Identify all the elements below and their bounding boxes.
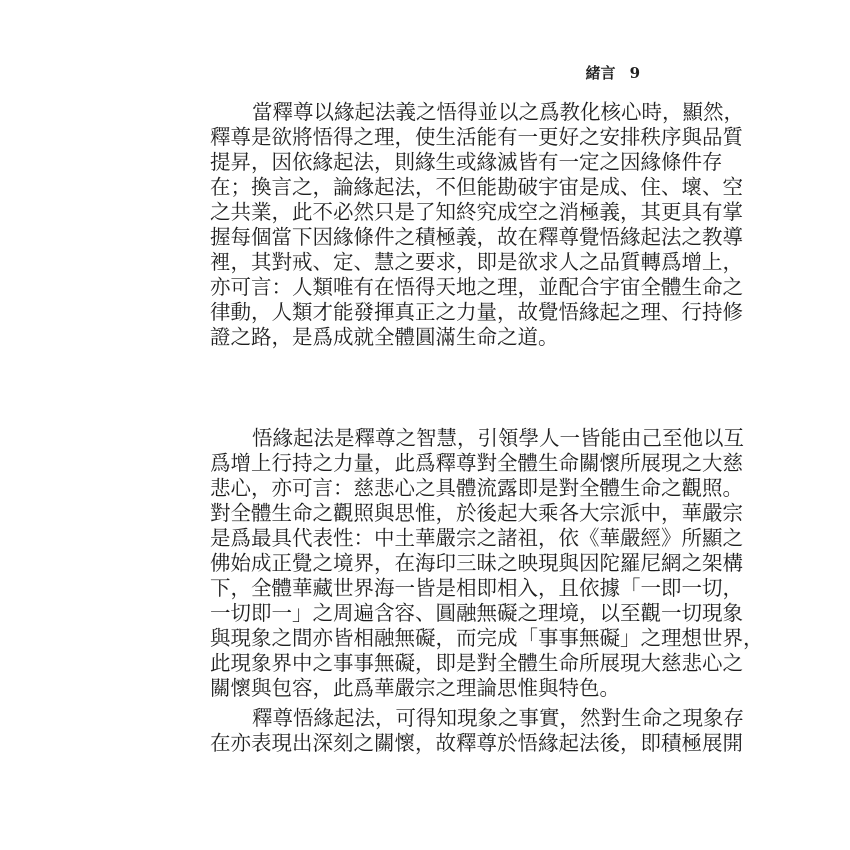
text-line: 釋尊是欲將悟得之理，使生活能有一更好之安排秩序與品質 <box>210 125 743 149</box>
text-line: 此現象界中之事事無礙，即是對全體生命所展現大慈悲心之 <box>210 651 743 675</box>
text-line: 當釋尊以緣起法義之悟得並以之爲教化核心時，顯然， <box>252 100 744 124</box>
running-header <box>560 62 640 83</box>
paragraph-2 <box>210 426 764 701</box>
text-line: 與現象之間亦皆相融無礙，而完成「事事無礙」之理想世界， <box>210 626 764 650</box>
text-line: 對全體生命之觀照與思惟，於後起大乘各大宗派中，華嚴宗 <box>210 501 743 525</box>
text-line: 關懷與包容，此爲華嚴宗之理論思惟與特色。 <box>210 676 620 700</box>
text-line: 證之路，是爲成就全體圓滿生命之道。 <box>210 325 559 349</box>
text-line: 亦可言：人類唯有在悟得天地之理，並配合宇宙全體生命之 <box>210 275 743 299</box>
text-line: 裡，其對戒、定、慧之要求，即是欲求人之品質轉爲增上， <box>210 250 743 274</box>
text-line: 悲心，亦可言：慈悲心之具體流露即是對全體生命之觀照。 <box>210 476 743 500</box>
paragraph-3 <box>210 706 744 756</box>
text-line: 提昇，因依緣起法，則緣生或緣滅皆有一定之因緣條件存 <box>210 150 723 174</box>
text-line: 律動，人類才能發揮真正之力量，故覺悟緣起之理、行持修 <box>210 300 743 324</box>
text-line: 在；換言之，論緣起法，不但能勘破宇宙是成、住、壞、空 <box>210 175 743 199</box>
text-line: 之共業，此不必然只是了知終究成空之消極義，其更具有掌 <box>210 200 743 224</box>
page-number: 9 <box>629 64 640 82</box>
paragraph-1 <box>210 100 744 350</box>
text-line: 下，全體華藏世界海一皆是相即相入，且依據「一即一切， <box>210 576 743 600</box>
text-line: 是爲最具代表性：中土華嚴宗之諸祖，依《華嚴經》所顯之 <box>210 526 743 550</box>
text-line: 在亦表現出深刻之關懷，故釋尊於悟緣起法後，即積極展開 <box>210 731 743 755</box>
text-line: 握每個當下因緣條件之積極義，故在釋尊覺悟緣起法之教導 <box>210 225 743 249</box>
text-line: 一切即一」之周遍含容、圓融無礙之理境，以至觀一切現象 <box>210 601 743 625</box>
text-line: 悟緣起法是釋尊之智慧，引領學人一皆能由己至他以互 <box>252 426 744 450</box>
section-title: 緒言 <box>585 64 616 82</box>
text-line: 釋尊悟緣起法，可得知現象之事實，然對生命之現象存 <box>252 706 744 730</box>
text-line: 佛始成正覺之境界，在海印三昧之映現與因陀羅尼網之架構 <box>210 551 743 575</box>
text-line: 爲增上行持之力量，此爲釋尊對全體生命關懷所展現之大慈 <box>210 451 743 475</box>
